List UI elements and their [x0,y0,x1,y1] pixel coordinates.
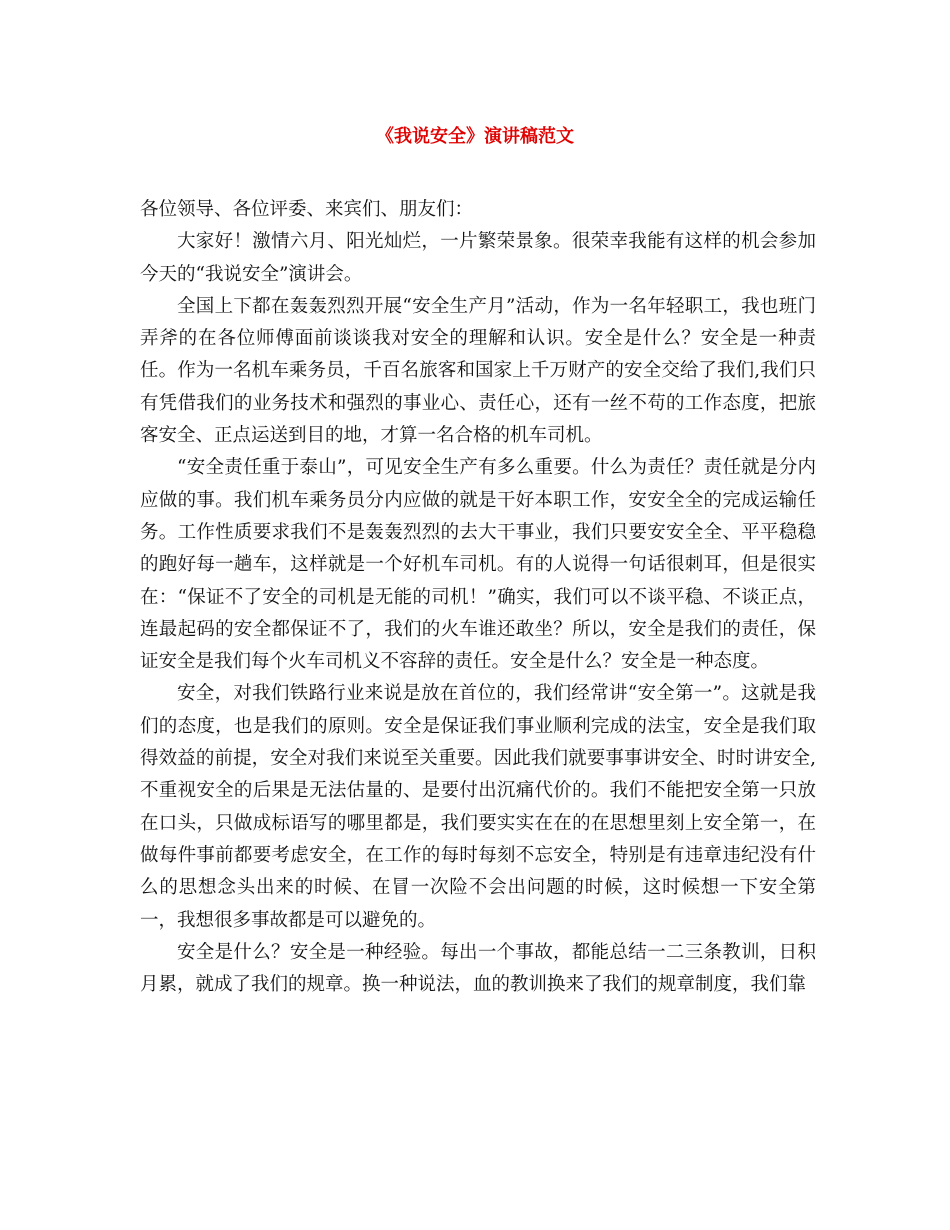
document-body [140,194,816,1001]
document-title: 《我说安全》演讲稿范文 [376,126,574,147]
paragraph: 全国上下都在轰轰烈烈开展“安全生产月”活动，作为一名年轻职工，我也班门弄斧的在各位师傅面前谈谈我对安全的理解和认识。安全是什么？安全是一种责任。作为一名机车乘务员，千百名旅客和国家上千万财产的安全交给了我们,我们只有凭借我们的业务技术和强烈的事业心、责任心，还有一丝不苟的工作态度，把旅客安全、正点运送到目的地，才算一名合格的机车司机。 [140,295,816,447]
paragraph: “安全责任重于泰山”，可见安全生产有多么重要。什么为责任？责任就是分内应做的事。我们机车乘务员分内应做的就是干好本职工作，安安全全的完成运输任务。工作性质要求我们不是轰轰烈烈的去大干事业，我们只要安安全全、平平稳稳的跑好每一趟车，这样就是一个好机车司机。有的人说得一句话很刺耳，但是很实在：“保证不了安全的司机是无能的司机！”确实，我们可以不谈平稳、不谈正点，连最起码的安全都保证不了，我们的火车谁还敢坐？所以，安全是我们的责任，保证安全是我们每个火车司机义不容辞的责任。安全是什么？安全是一种态度。 [140,457,816,673]
salutation: 各位领导、各位评委、来宾们、朋友们： [140,199,474,220]
paragraph: 安全，对我们铁路行业来说是放在首位的，我们经常讲“安全第一”。这就是我们的态度，也是我们的原则。安全是保证我们事业顺利完成的法宝，安全是我们取得效益的前提，安全对我们来说至关重要。因此我们就要事事讲安全、时时讲安全,不重视安全的后果是无法估量的、是要付出沉痛代价的。我们不能把安全第一只放在口头，只做成标语写的哪里都是，我们要实实在在的在思想里刻上安全第一，在做每件事前都要考虑安全，在工作的每时每刻不忘安全，特别是有违章违纪没有什么的思想念头出来的时候、在冒一次险不会出问题的时候，这时候想一下安全第一，我想很多事故都是可以避免的。 [140,683,816,931]
paragraph: 安全是什么？安全是一种经验。每出一个事故，都能总结一二三条教训，日积月累，就成了我们的规章。换一种说法，血的教训换来了我们的规章制度，我们靠 [140,941,816,996]
paragraph: 大家好！激情六月、阳光灿烂，一片繁荣景象。很荣幸我能有这样的机会参加今天的“我说安全”演讲会。 [140,231,816,285]
